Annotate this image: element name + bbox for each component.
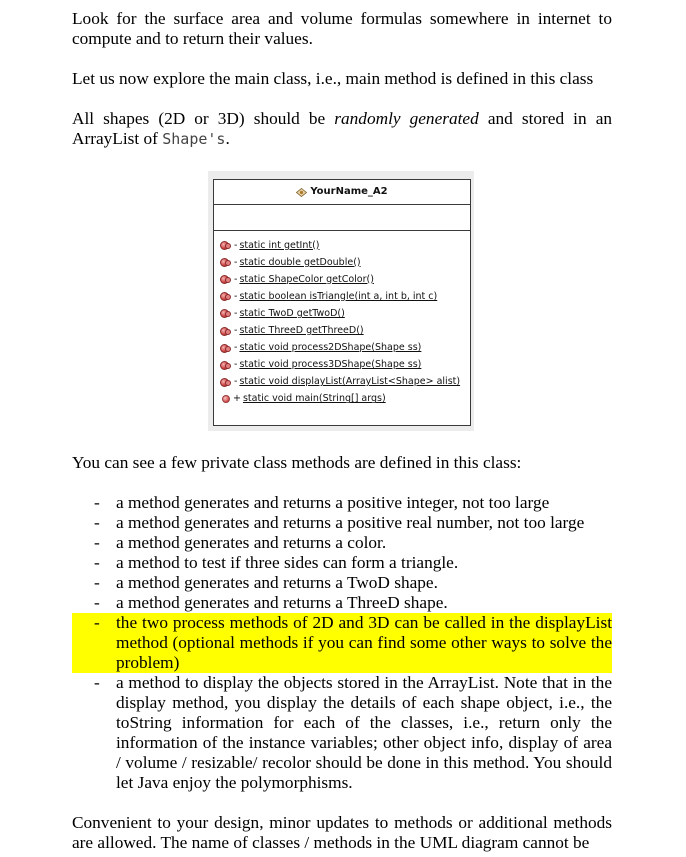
uml-methods-section	[214, 231, 470, 408]
uml-method-signature: static boolean isTriangle(int a, int b, int c)	[239, 290, 438, 302]
private-method-icon	[220, 378, 229, 387]
lower-section	[72, 453, 612, 853]
uml-method-visibility: -	[234, 256, 238, 268]
uml-method-visibility: -	[234, 273, 238, 285]
uml-method-row	[220, 391, 470, 408]
list-bullet-dash: -	[94, 573, 100, 592]
uml-method-row	[220, 340, 470, 357]
document-body	[72, 9, 612, 149]
uml-method-signature: static ShapeColor getColor()	[239, 273, 374, 285]
uml-method-signature: static void process3DShape(Shape ss)	[239, 359, 422, 371]
list-item	[72, 593, 612, 613]
uml-method-row	[220, 322, 470, 339]
list-item	[72, 553, 612, 573]
uml-class-name: YourName_A2	[310, 186, 388, 197]
method-list	[72, 493, 612, 793]
list-bullet-dash: -	[94, 493, 100, 512]
list-bullet-dash: -	[94, 593, 100, 612]
uml-fields-section	[214, 205, 470, 231]
private-method-icon	[220, 344, 229, 353]
private-method-icon	[220, 327, 229, 336]
uml-method-signature: static void process2DShape(Shape ss)	[239, 342, 422, 354]
uml-method-row	[220, 288, 470, 305]
list-bullet-dash: -	[94, 673, 100, 692]
uml-method-signature: static ThreeD getThreeD()	[239, 325, 364, 337]
private-method-icon	[220, 275, 229, 284]
list-item-text: a method to test if three sides can form a triangle.	[116, 553, 459, 572]
uml-method-signature: static double getDouble()	[239, 256, 361, 268]
uml-method-visibility: -	[234, 307, 238, 319]
list-item-text: a method to display the objects stored in the ArrayList. Note that in the display method, you display the details of each shape object, i.e., the toString information for each of the classes, i.e., return only the information of the instance variables; other object info, display of area / volume / resizable/ recolor should be done in this method. You should let Java enjoy the polymorphisms.	[116, 673, 612, 792]
uml-method-signature: static void main(String[] args)	[242, 393, 386, 405]
uml-method-signature: static TwoD getTwoD()	[239, 307, 345, 319]
list-item	[72, 573, 612, 593]
list-bullet-dash: -	[94, 553, 100, 572]
uml-diagram	[208, 171, 474, 431]
list-item-text: a method generates and returns a positive integer, not too large	[116, 493, 550, 512]
uml-method-signature: static int getInt()	[239, 239, 320, 251]
uml-class-box	[213, 179, 471, 426]
uml-method-row	[220, 357, 470, 374]
list-bullet-dash: -	[94, 513, 100, 532]
uml-class-header	[214, 180, 470, 205]
list-item-text: a method generates and returns a color.	[116, 533, 387, 552]
uml-method-row	[220, 254, 470, 271]
list-item	[72, 513, 612, 533]
paragraph-random-shapes	[72, 109, 612, 149]
private-method-icon	[220, 361, 229, 370]
list-item-text: a method generates and returns a TwoD shape.	[116, 573, 438, 592]
p3-emphasis: randomly generated	[334, 109, 479, 128]
p3-text-pre: All shapes (2D or 3D) should be	[72, 109, 335, 128]
uml-method-row	[220, 305, 470, 322]
private-method-icon	[220, 258, 229, 267]
list-item-text: the two process methods of 2D and 3D can be called in the displayList method (optional methods if you can find some other ways to solve the problem)	[116, 613, 612, 672]
uml-method-visibility: -	[234, 376, 238, 388]
list-item	[72, 493, 612, 513]
uml-method-visibility: -	[234, 342, 238, 354]
class-icon	[296, 188, 307, 197]
list-item	[72, 533, 612, 553]
uml-method-row	[220, 271, 470, 288]
p3-text-end: .	[225, 129, 230, 148]
list-bullet-dash: -	[94, 533, 100, 552]
uml-method-row	[220, 374, 470, 391]
public-method-icon	[222, 395, 230, 403]
uml-method-visibility: -	[234, 290, 238, 302]
private-method-icon	[220, 309, 229, 318]
list-item	[72, 613, 612, 673]
paragraph-main-class: Let us now explore the main class, i.e., main method is defined in this class	[72, 69, 594, 88]
paragraph-private-methods: You can see a few private class methods are defined in this class:	[72, 453, 522, 472]
uml-method-signature: static void displayList(ArrayList<Shape> alist)	[239, 376, 461, 388]
uml-method-visibility: -	[234, 325, 238, 337]
uml-method-visibility: +	[233, 393, 241, 405]
private-method-icon	[220, 241, 229, 250]
list-item-text: a method generates and returns a ThreeD shape.	[116, 593, 448, 612]
p3-text-mid: and stored in an ArrayList of	[72, 109, 613, 148]
uml-method-row	[220, 237, 470, 254]
paragraph-design-note: Convenient to your design, minor updates to methods or additional methods are allowed. The name of classes / methods in the UML diagram cannot be	[72, 813, 612, 852]
list-item-text: a method generates and returns a positive real number, not too large	[116, 513, 585, 532]
uml-method-visibility: -	[234, 359, 238, 371]
list-bullet-dash: -	[94, 613, 100, 632]
private-method-icon	[220, 292, 229, 301]
p3-code: Shape's	[162, 130, 226, 148]
paragraph-formulas: Look for the surface area and volume formulas somewhere in internet to compute and to return their values.	[72, 9, 612, 48]
uml-method-visibility: -	[234, 239, 238, 251]
list-item	[72, 673, 612, 793]
